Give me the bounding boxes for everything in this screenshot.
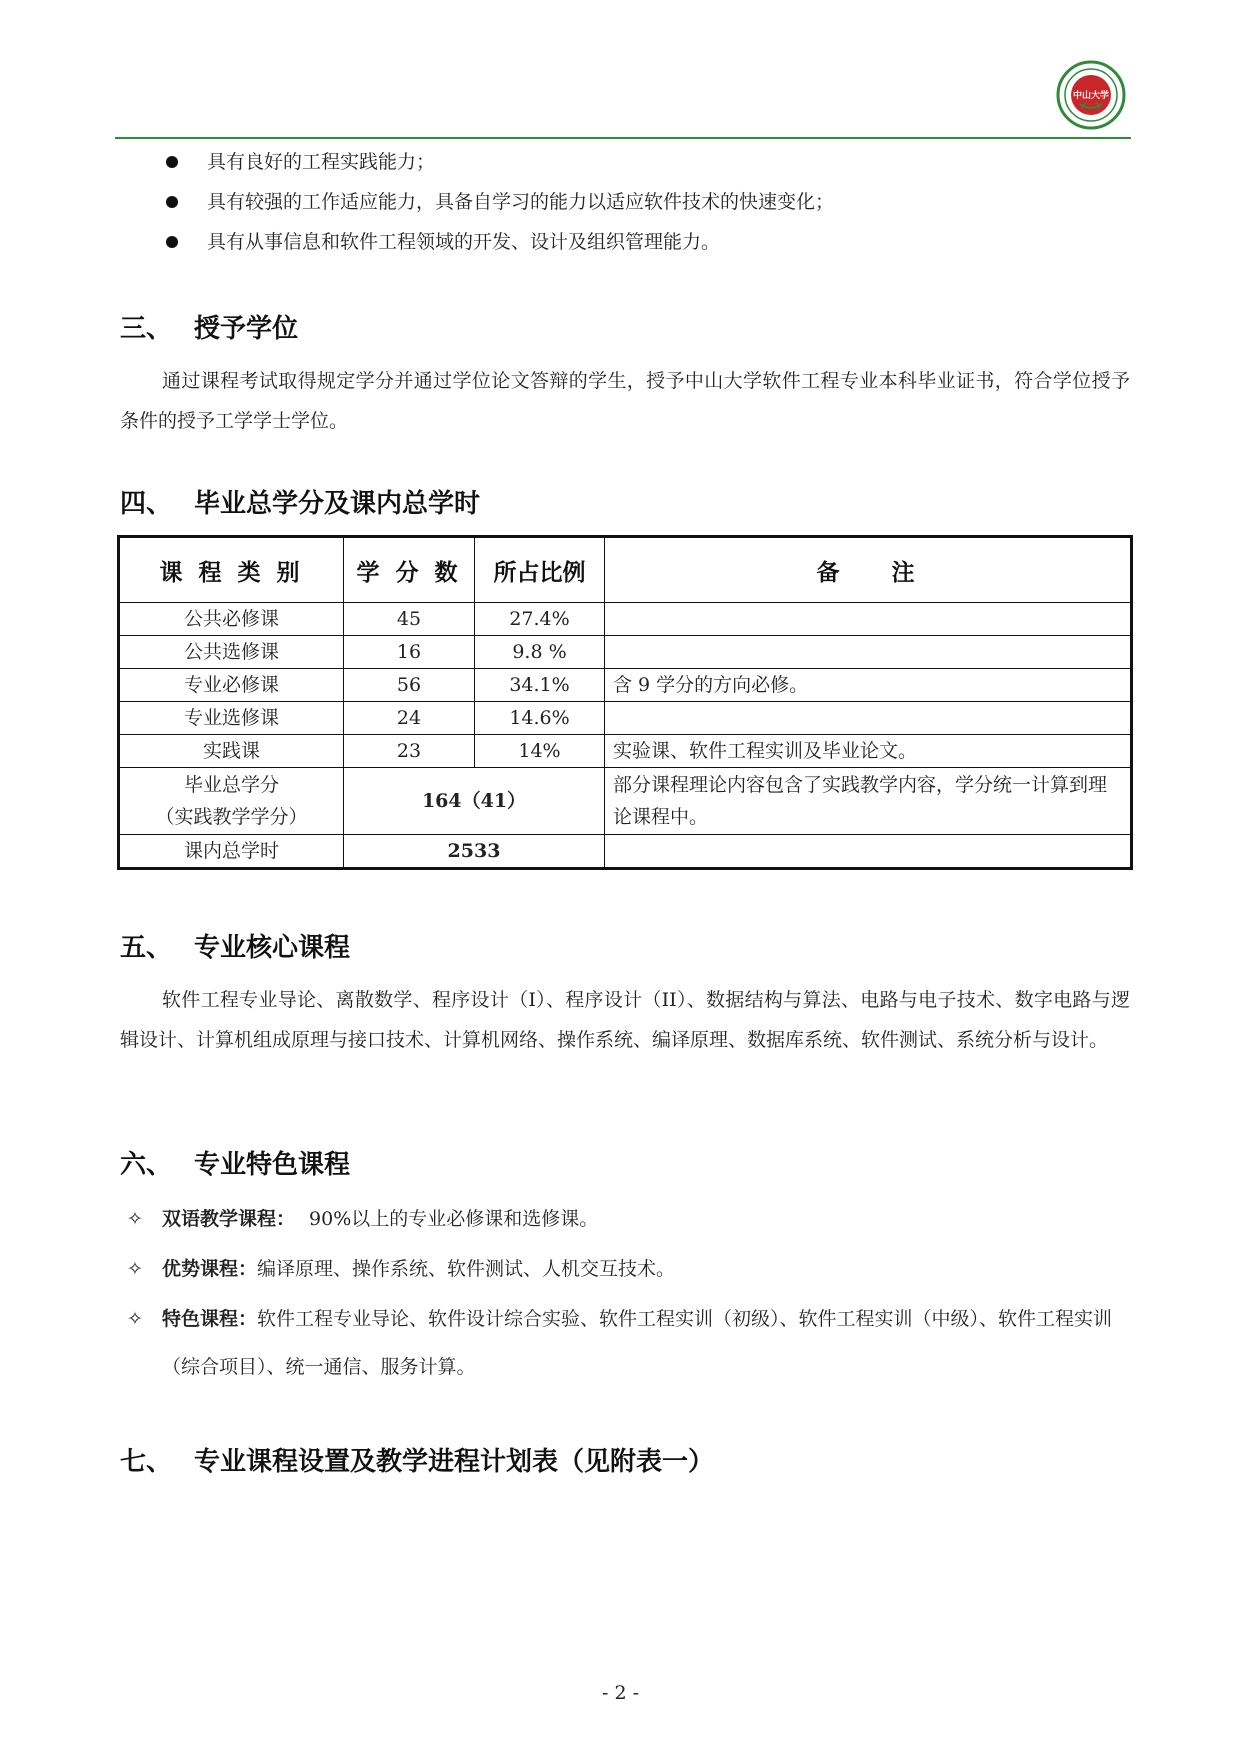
total-label-line-1: 毕业总学分 — [183, 774, 279, 796]
section-title: 专业特色课程 — [194, 1150, 351, 1180]
table-row-hours — [119, 835, 1132, 869]
diamond-bullet-icon: ✧ — [127, 1208, 143, 1230]
table-row — [119, 669, 1132, 702]
cell-ratio: 14% — [475, 735, 605, 768]
cell-ratio: 27.4% — [475, 603, 605, 636]
cell-hours-label: 课内总学时 — [119, 835, 344, 869]
cell-credits: 24 — [344, 702, 475, 735]
section-title: 毕业总学分及课内总学时 — [194, 489, 481, 519]
total-label-line-2: （实践教学学分） — [155, 806, 308, 828]
bullet-text: 具有良好的工程实践能力； — [207, 151, 436, 173]
table-row — [119, 702, 1132, 735]
bullet-text: 具有从事信息和软件工程领域的开发、设计及组织管理能力。 — [207, 231, 721, 253]
table-row — [119, 603, 1132, 636]
page-number: - 2 - — [601, 1682, 639, 1704]
feature-item — [120, 1245, 1130, 1293]
feature-text: 90%以上的专业必修课和选修课。 — [309, 1208, 599, 1230]
table-row-total — [119, 768, 1132, 835]
cell-note: 含 9 学分的方向必修。 — [605, 669, 1132, 702]
cell-category: 实践课 — [119, 735, 344, 768]
section-number: 六、 — [120, 1150, 173, 1180]
cell-credits: 16 — [344, 636, 475, 669]
cell-credits: 45 — [344, 603, 475, 636]
feature-item — [120, 1295, 1130, 1391]
section-title: 授予学位 — [194, 314, 299, 344]
col-header-ratio: 所占比例 — [475, 537, 605, 603]
bullet-dot — [166, 196, 178, 208]
bullet-dot — [166, 156, 178, 168]
feature-item — [120, 1195, 1130, 1243]
cell-hours-note — [605, 835, 1132, 869]
section-title: 专业核心课程 — [194, 933, 351, 963]
section-heading-7 — [120, 1444, 714, 1480]
credits-table — [117, 535, 1133, 870]
cell-category: 专业选修课 — [119, 702, 344, 735]
cell-credits: 56 — [344, 669, 475, 702]
cell-category: 专业必修课 — [119, 669, 344, 702]
section-heading-5 — [120, 930, 350, 966]
table-row — [119, 636, 1132, 669]
section-heading-6 — [120, 1147, 350, 1183]
feature-text: 编译原理、操作系统、软件测试、人机交互技术。 — [257, 1258, 676, 1280]
diamond-bullet-icon: ✧ — [127, 1258, 143, 1280]
feature-label: 特色课程： — [162, 1308, 258, 1330]
cell-note — [605, 603, 1132, 636]
cell-ratio: 34.1% — [475, 669, 605, 702]
col-header-category: 课 程 类 别 — [119, 537, 344, 603]
cell-category: 公共选修课 — [119, 636, 344, 669]
section-number: 三、 — [120, 314, 173, 344]
section-number: 四、 — [120, 489, 173, 519]
cell-ratio: 9.8 % — [475, 636, 605, 669]
section-3-body: 通过课程考试取得规定学分并通过学位论文答辩的学生，授予中山大学软件工程专业本科毕业证书，符合学位授予条件的授予工学学士学位。 — [120, 370, 1130, 432]
section-title: 专业课程设置及教学进程计划表（见附表一） — [194, 1447, 715, 1477]
section-number: 七、 — [120, 1447, 173, 1477]
section-heading-3 — [120, 311, 298, 347]
cell-note — [605, 702, 1132, 735]
table-row — [119, 735, 1132, 768]
cell-hours-value: 2533 — [344, 835, 605, 869]
cell-category: 公共必修课 — [119, 603, 344, 636]
cell-total-label — [119, 768, 344, 835]
section-number: 五、 — [120, 933, 173, 963]
col-header-note: 备 注 — [605, 537, 1132, 603]
feature-label: 双语教学课程： — [162, 1208, 296, 1230]
cell-credits: 23 — [344, 735, 475, 768]
col-header-credits: 学 分 数 — [344, 537, 475, 603]
bullet-dot — [166, 236, 178, 248]
cell-total-value: 164（41） — [344, 768, 605, 835]
cell-total-note: 部分课程理论内容包含了实践教学内容，学分统一计算到理论课程中。 — [605, 768, 1132, 835]
cell-note: 实验课、软件工程实训及毕业论文。 — [605, 735, 1132, 768]
feature-text: 软件工程专业导论、软件设计综合实验、软件工程实训（初级）、软件工程实训（中级）、软件工程实训（综合项目）、统一通信、服务计算。 — [162, 1308, 1113, 1378]
feature-label: 优势课程： — [162, 1258, 258, 1280]
section-5-body: 软件工程专业导论、离散数学、程序设计（I）、程序设计（II）、数据结构与算法、电路与电子技术、数字电路与逻辑设计、计算机组成原理与接口技术、计算机网络、操作系统、编译原理、数据库系统、软件测试、系统分析与设计。 — [120, 989, 1130, 1051]
section-heading-4 — [120, 486, 480, 522]
cell-ratio: 14.6% — [475, 702, 605, 735]
bullet-text: 具有较强的工作适应能力，具备自学习的能力以适应软件技术的快速变化； — [207, 191, 835, 213]
table-header-row — [119, 537, 1132, 603]
svg-text:中山大学: 中山大学 — [1072, 91, 1110, 101]
cell-note — [605, 636, 1132, 669]
header-rule — [115, 137, 1131, 139]
university-logo — [1056, 60, 1126, 130]
diamond-bullet-icon: ✧ — [127, 1308, 143, 1330]
